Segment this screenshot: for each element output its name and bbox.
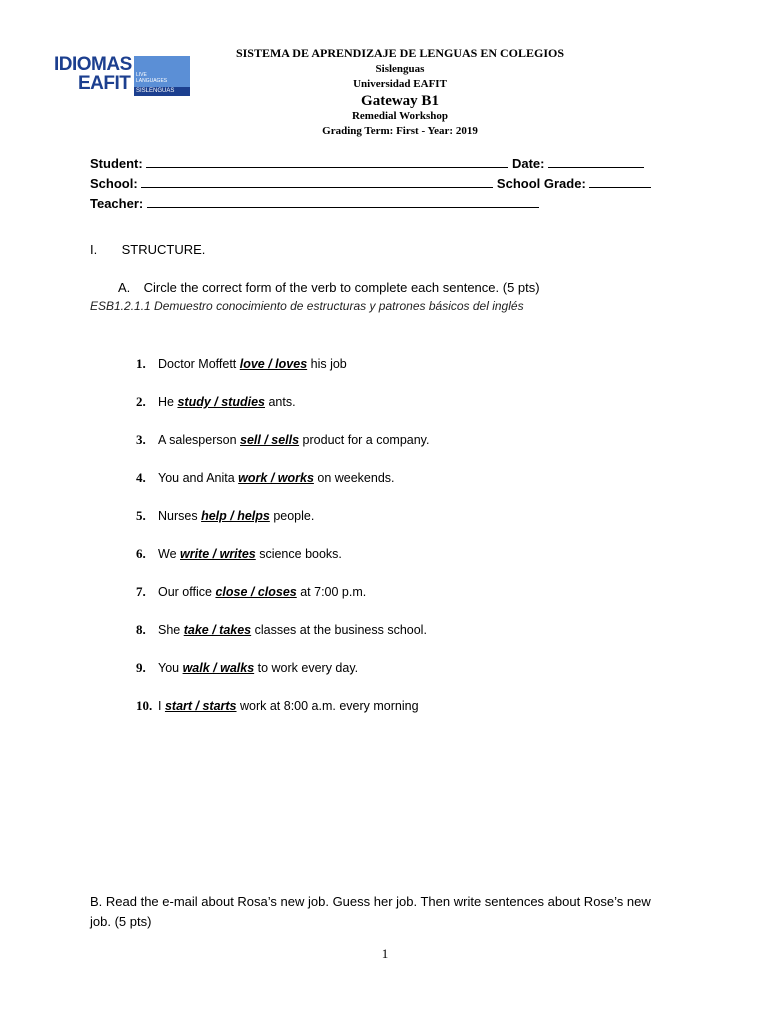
exercise-number: 9. bbox=[136, 660, 146, 675]
school-label: School: bbox=[90, 176, 138, 191]
student-label: Student: bbox=[90, 156, 143, 171]
exercise-text-before: Our office bbox=[158, 585, 216, 599]
exercise-text-after: product for a company. bbox=[299, 433, 430, 447]
verb-choice[interactable]: love / loves bbox=[239, 357, 308, 371]
date-blank[interactable] bbox=[548, 156, 644, 168]
exercise-text-after: his job bbox=[307, 357, 347, 371]
exercise-item bbox=[136, 584, 366, 600]
header-name: Sislenguas bbox=[375, 63, 425, 75]
exercise-item bbox=[136, 660, 358, 676]
exercise-number: 8. bbox=[136, 622, 146, 637]
exercise-item bbox=[136, 508, 314, 524]
section-numeral: I. bbox=[90, 242, 98, 257]
exercise-text-before: She bbox=[158, 623, 184, 637]
exercise-item bbox=[136, 432, 429, 448]
exercise-text-before: You and Anita bbox=[158, 471, 239, 485]
teacher-label: Teacher: bbox=[90, 196, 144, 211]
grade-blank[interactable] bbox=[589, 176, 651, 188]
exercise-text-before: He bbox=[158, 395, 178, 409]
section-structure-heading bbox=[90, 242, 205, 257]
exercise-text-after: on weekends. bbox=[313, 471, 395, 485]
exercise-text-before: Doctor Moffett bbox=[158, 357, 240, 371]
logo-badge-band-text: SISLENGUAS bbox=[136, 88, 175, 94]
exercise-number: 4. bbox=[136, 470, 146, 485]
logo-badge-band bbox=[134, 87, 190, 96]
logo-badge-line1: LIVE bbox=[136, 72, 147, 78]
exercise-item bbox=[136, 356, 347, 372]
header-program: SISTEMA DE APRENDIZAJE DE LENGUAS EN COLEGIOS bbox=[235, 46, 565, 60]
exercise-item bbox=[136, 470, 395, 486]
exercise-text-after: ants. bbox=[264, 395, 296, 409]
teacher-blank[interactable] bbox=[147, 196, 539, 208]
standard-code: ESB1.2.1.1 Demuestro conocimiento de estructuras y patrones básicos del inglés bbox=[90, 299, 524, 313]
exercise-number: 3. bbox=[136, 432, 146, 447]
exercise-text-after: classes at the business school. bbox=[251, 623, 427, 637]
section-b-line1: B. Read the e-mail about Rosa’s new job. Guess her job. Then write sentences about Rose’s new bbox=[90, 894, 651, 909]
header-course: Gateway B1 bbox=[361, 93, 439, 109]
verb-choice[interactable]: work / works bbox=[238, 471, 314, 485]
page-number: 1 bbox=[381, 946, 389, 961]
exercise-text-after: science books. bbox=[255, 547, 342, 561]
logo-badge bbox=[134, 56, 190, 96]
exercise-text-after: at 7:00 p.m. bbox=[296, 585, 367, 599]
student-blank[interactable] bbox=[146, 156, 508, 168]
exercise-text-before: I bbox=[158, 699, 165, 713]
exercise-text-before: A salesperson bbox=[158, 433, 240, 447]
exercise-text-before: You bbox=[158, 661, 183, 675]
exercise-item bbox=[136, 698, 419, 714]
verb-choice[interactable]: start / starts bbox=[164, 699, 237, 713]
part-a-heading bbox=[118, 280, 540, 295]
exercise-text-before: We bbox=[158, 547, 180, 561]
school-blank[interactable] bbox=[141, 176, 493, 188]
logo-badge-line2: LANGUAGES bbox=[136, 78, 168, 84]
verb-choice[interactable]: write / writes bbox=[180, 547, 256, 561]
logo-text-idiomas: IDIOMAS bbox=[54, 54, 132, 75]
exercise-number: 7. bbox=[136, 584, 146, 599]
verb-choice[interactable]: take / takes bbox=[183, 623, 252, 637]
exercise-item bbox=[136, 546, 342, 562]
part-a-letter: A. bbox=[118, 280, 131, 295]
exercise-number: 10. bbox=[136, 698, 153, 713]
logo-text-eafit: EAFIT bbox=[78, 73, 131, 94]
school-row bbox=[90, 176, 651, 191]
verb-choice[interactable]: study / studies bbox=[177, 395, 265, 409]
header-term: Grading Term: First - Year: 2019 bbox=[322, 125, 478, 137]
exercise-text-before: Nurses bbox=[158, 509, 202, 523]
section-b-line2: job. (5 pts) bbox=[90, 914, 152, 929]
exercise-item bbox=[136, 622, 427, 638]
section-title: STRUCTURE. bbox=[121, 242, 206, 257]
date-label: Date: bbox=[511, 156, 545, 171]
verb-choice[interactable]: walk / walks bbox=[182, 661, 255, 675]
exercise-number: 2. bbox=[136, 394, 146, 409]
exercise-text-after: work at 8:00 a.m. every morning bbox=[236, 699, 419, 713]
exercise-text-after: people. bbox=[269, 509, 315, 523]
exercise-number: 6. bbox=[136, 546, 146, 561]
student-row bbox=[90, 156, 644, 171]
verb-choice[interactable]: help / helps bbox=[201, 509, 270, 523]
teacher-row bbox=[90, 196, 539, 211]
header-university: Universidad EAFIT bbox=[353, 78, 447, 90]
part-a-instructions: Circle the correct form of the verb to complete each sentence. (5 pts) bbox=[143, 280, 540, 295]
verb-choice[interactable]: close / closes bbox=[215, 585, 297, 599]
header-workshop: Remedial Workshop bbox=[351, 110, 449, 122]
grade-label: School Grade: bbox=[496, 176, 586, 191]
idiomas-eafit-logo bbox=[54, 55, 194, 99]
exercise-number: 5. bbox=[136, 508, 146, 523]
exercise-text-after: to work every day. bbox=[254, 661, 359, 675]
verb-choice[interactable]: sell / sells bbox=[240, 433, 300, 447]
exercise-item bbox=[136, 394, 296, 410]
exercise-number: 1. bbox=[136, 356, 146, 371]
